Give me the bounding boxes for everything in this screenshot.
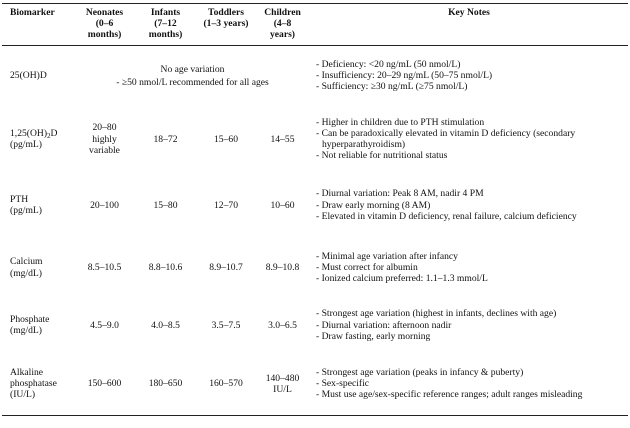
table-header-row [2, 4, 628, 46]
key-notes-cell [310, 106, 628, 172]
table-row-25ohd [2, 45, 628, 106]
note-item: - Sufficiency: ≥30 ng/mL (≥75 nmol/L) [316, 81, 468, 93]
biomarker-cell: Alkaline phosphatase (IU/L) [2, 353, 75, 415]
biomarker-cell: Calcium (mg/dL) [10, 256, 43, 279]
biomarker-cell: Phosphate (mg/dL) [10, 313, 50, 337]
note-item: - Higher in children due to PTH stimulation [316, 116, 485, 128]
key-notes-cell [310, 45, 628, 106]
note-item: - Not reliable for nutritional status [316, 150, 448, 162]
neonates-value: 8.5–10.5 [87, 262, 122, 273]
infants-value: 4.0–8.5 [151, 319, 180, 331]
biomarker-cell: 25(OH)D [10, 70, 47, 82]
toddlers-value: 3.5–7.5 [211, 319, 241, 331]
note-item: - Deficiency: <20 ng/mL (50 nmol/L) [316, 59, 461, 71]
table-row-phosphate [2, 297, 628, 353]
infants-value: 15–80 [153, 199, 178, 211]
children-value: 14–55 [270, 133, 295, 145]
note-item: - Can be paradoxically elevated in vitamin D deficiency (secondary hyperparathyroidism) [316, 127, 576, 151]
neonates-value: 150–600 [75, 353, 134, 415]
note-item: - Diurnal variation: afternoon nadir [316, 319, 452, 331]
infants-value: 8.8–10.6 [148, 262, 183, 273]
children-value: 8.9–10.8 [265, 262, 300, 273]
header-infants: Infants (7–12 months) [134, 4, 197, 46]
biomarker-reference-table [2, 3, 628, 416]
table-row-125oh2d [2, 106, 628, 172]
note-item: - Strongest age variation (peaks in infancy & puberty) [316, 367, 524, 379]
table-row-pth [2, 172, 628, 238]
header-toddlers: Toddlers (1–3 years) [197, 4, 255, 46]
note-item: - Must use age/sex-specific reference ranges; adult ranges misleading [316, 389, 583, 401]
toddlers-value: 8.9–10.7 [209, 262, 243, 273]
header-neonates: Neonates (0–6 months) [75, 4, 134, 46]
biomarker-cell: PTH (pg/mL) [10, 193, 42, 217]
table-row-alkaline-phosphatase [2, 353, 628, 415]
biomarker-cell: $1,25(OH)_2D$ (pg/mL) [10, 127, 58, 151]
children-value: 10–60 [270, 199, 295, 211]
neonates-value: 4.5–9.0 [90, 319, 119, 331]
note-item: - Insufficiency: 20–29 ng/mL (50–75 nmol/L) [316, 70, 493, 82]
note-item: - Elevated in vitamin D deficiency, renal failure, calcium deficiency [316, 210, 577, 222]
note-item: - Minimal age variation after infancy [316, 250, 458, 262]
key-notes-cell [310, 353, 628, 415]
children-value: 3.0–6.5 [268, 319, 297, 331]
key-notes-cell [310, 238, 628, 297]
children-value: 140–480 IU/L [255, 353, 310, 415]
toddlers-value: 12–70 [214, 199, 238, 211]
key-notes-cell [310, 172, 628, 238]
note-item: - Draw fasting, early morning [316, 330, 431, 342]
neonates-value: 20–100 [90, 199, 119, 211]
neonates-value: 20–80 highly variable [89, 122, 120, 156]
header-biomarker: Biomarker [2, 4, 75, 46]
note-item: - Draw early morning (8 AM) [316, 199, 431, 211]
header-key-notes: Key Notes [310, 4, 628, 46]
toddlers-value: 160–570 [197, 353, 255, 415]
note-item: - Sex-specific [316, 378, 370, 390]
table-row-calcium [2, 238, 628, 297]
infants-value: 180–650 [134, 353, 197, 415]
note-item: - Strongest age variation (highest in infants, declines with age) [316, 308, 557, 320]
note-item: - Must correct for albumin [316, 262, 418, 273]
note-item: - Ionized calcium preferred: 1.1–1.3 mmol/L [316, 273, 488, 285]
age-variation-note: No age variation - ≥50 nmol/L recommended for all ages [116, 63, 269, 88]
header-children: Children (4–8 years) [255, 4, 310, 46]
note-item: - Diurnal variation: Peak 8 AM, nadir 4 PM [316, 188, 484, 200]
toddlers-value: 15–60 [214, 133, 238, 145]
key-notes-cell [310, 297, 628, 353]
infants-value: 18–72 [153, 133, 178, 145]
